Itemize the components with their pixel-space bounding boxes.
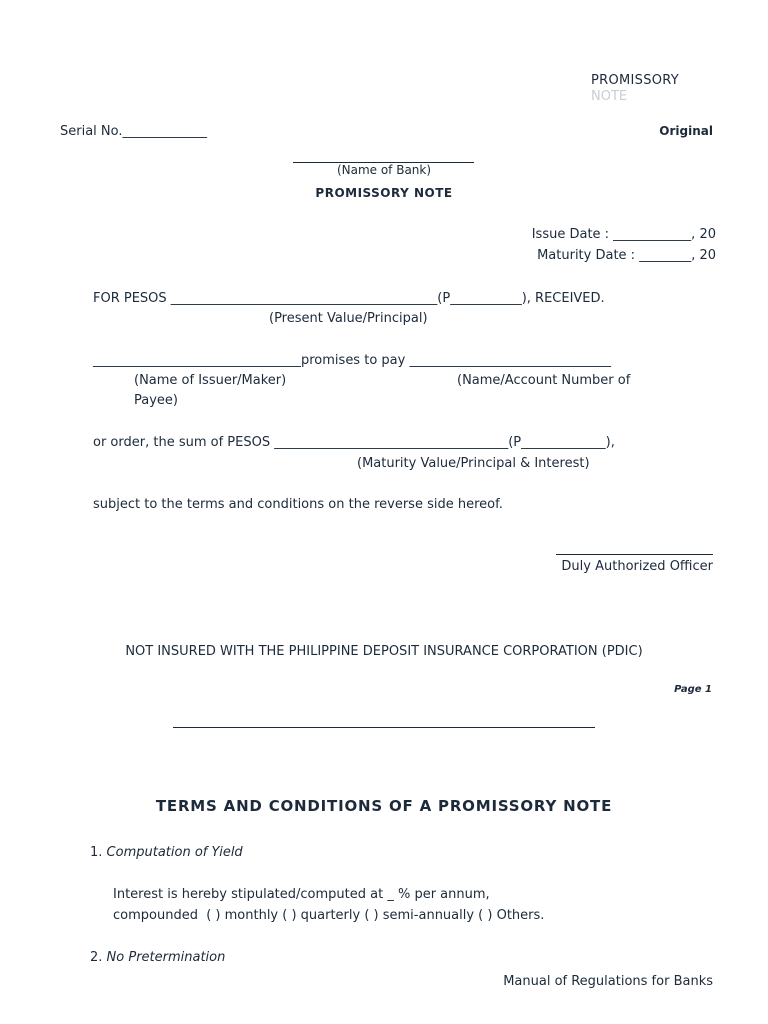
- serial-number-label: Serial No._____________: [60, 124, 207, 139]
- payee-caption-continued: Payee): [134, 393, 178, 408]
- header-tag-cut: NOTE: [591, 89, 628, 104]
- issuer-caption: (Name of Issuer/Maker): [134, 373, 287, 388]
- order-sum-line: or order, the sum of PESOS ____________________________________(P_____________),: [93, 435, 615, 450]
- pdic-notice: NOT INSURED WITH THE PHILIPPINE DEPOSIT INSURANCE CORPORATION (PDIC): [125, 644, 643, 659]
- page-divider: [173, 727, 595, 728]
- header-tag: PROMISSORY: [591, 73, 680, 88]
- terms-item-1: [90, 845, 243, 860]
- terms-item-2: [90, 950, 225, 965]
- terms-item-1-heading: Computation of Yield: [106, 845, 243, 860]
- copy-label: Original: [659, 124, 713, 138]
- terms-item-2-heading: No Pretermination: [106, 950, 226, 965]
- subject-terms-line: subject to the terms and conditions on the reverse side hereof.: [93, 497, 503, 512]
- maturity-value-caption: (Maturity Value/Principal & Interest): [357, 456, 590, 471]
- footer-text: Manual of Regulations for Banks: [503, 974, 713, 989]
- issue-date-field: Issue Date : ____________, 20: [531, 227, 716, 242]
- interest-text-line-1: Interest is hereby stipulated/computed at _ % per annum,: [113, 887, 490, 902]
- terms-title: TERMS AND CONDITIONS OF A PROMISSORY NOTE: [155, 797, 613, 815]
- document-title: PROMISSORY NOTE: [315, 186, 453, 200]
- present-value-caption: (Present Value/Principal): [269, 311, 428, 326]
- terms-item-2-number: 2.: [90, 950, 103, 965]
- maturity-date-field: Maturity Date : ________, 20: [537, 248, 716, 263]
- signature-line: [556, 554, 713, 555]
- terms-item-1-number: 1.: [90, 845, 103, 860]
- promises-to-pay-line: ________________________________promises to pay _______________________________: [93, 353, 611, 368]
- payee-caption: (Name/Account Number of: [457, 373, 631, 388]
- interest-text-line-2: compounded ( ) monthly ( ) quarterly ( ) semi-annually ( ) Others.: [113, 908, 545, 923]
- page-number: Page 1: [674, 684, 712, 695]
- bank-name-caption: (Name of Bank): [336, 163, 432, 177]
- for-pesos-line: FOR PESOS _________________________________________(P___________), RECEIVED.: [93, 291, 605, 306]
- signature-caption: Duly Authorized Officer: [561, 559, 713, 574]
